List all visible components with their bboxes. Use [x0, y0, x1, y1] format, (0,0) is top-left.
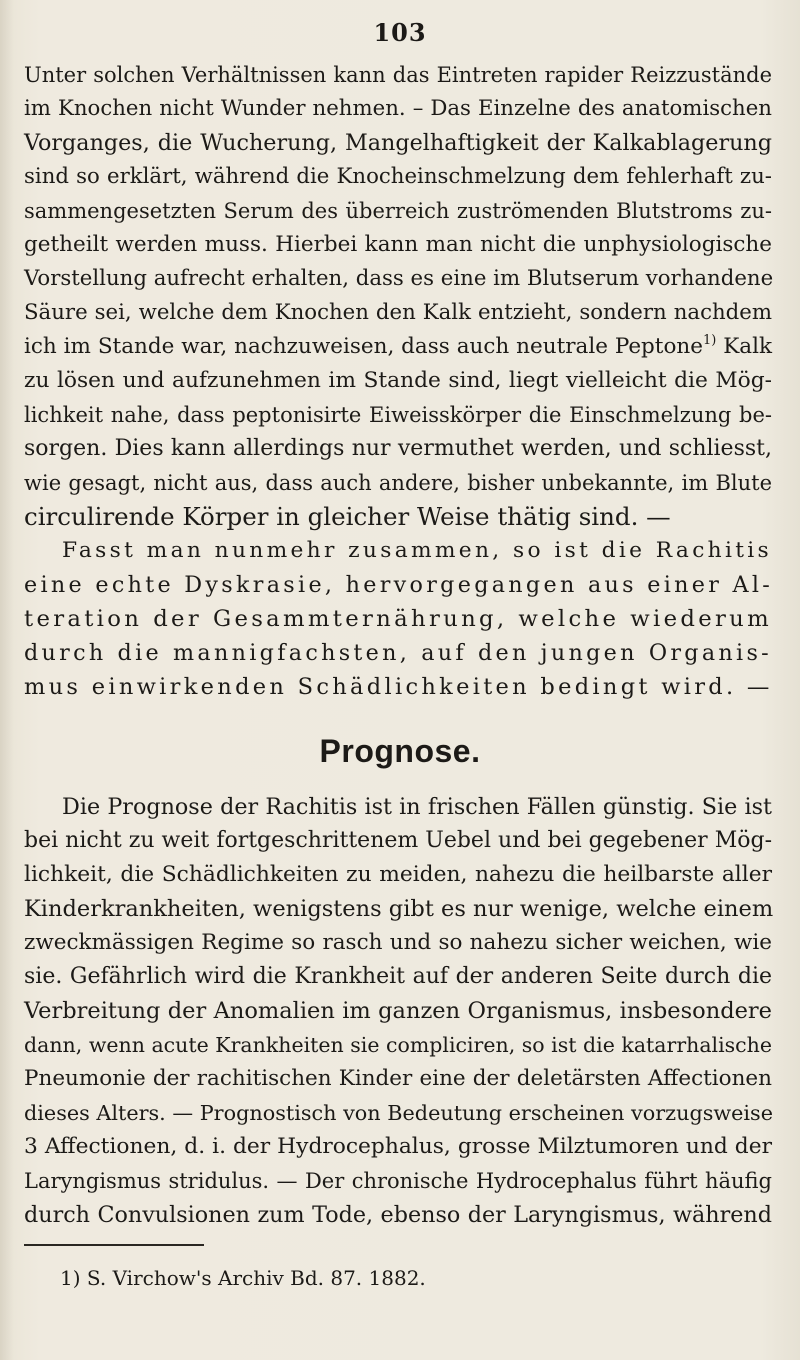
- text-line: lichkeit nahe, dass peptonisirte Eiweisskörper die Einschmelzung be-: [24, 403, 772, 427]
- summary-line: teration der Gesammternährung, welche wiederum: [24, 606, 772, 632]
- summary-line: Fasst man nunmehr zusammen, so ist die Rachitis: [62, 538, 772, 563]
- section-heading: Prognose.: [319, 733, 481, 769]
- text-line: Die Prognose der Rachitis ist in frischen Fällen günstig. Sie ist: [62, 794, 772, 820]
- text-line: Verbreitung der Anomalien im ganzen Organismus, insbesondere: [24, 998, 772, 1024]
- text-line: zu lösen und aufzunehmen im Stande sind, liegt vielleicht die Mög-: [24, 368, 772, 393]
- text-line-with-footnote: [24, 330, 772, 364]
- text-line: dann, wenn acute Krankheiten sie compliciren, so ist die katarrhalische: [24, 1033, 772, 1057]
- text-line: Säure sei, welche dem Knochen den Kalk entzieht, sondern nachdem: [24, 300, 772, 325]
- text-line: im Knochen nicht Wunder nehmen. – Das Einzelne des anatomischen: [24, 96, 772, 121]
- text-line: sind so erklärt, während die Knocheinschmelzung dem fehlerhaft zu-: [24, 164, 772, 189]
- footnote-marker: 1): [702, 333, 717, 348]
- text-line: Unter solchen Verhältnissen kann das Eintreten rapider Reizzustände: [24, 63, 772, 87]
- summary-line: mus einwirkenden Schädlichkeiten bedingt wird. —: [24, 674, 773, 700]
- text-line: 3 Affectionen, d. i. der Hydrocephalus, grosse Milztumoren und der: [24, 1134, 772, 1159]
- paragraph-rachitis-pathogenesis: [24, 58, 772, 704]
- footnote: 1) S. Virchow's Archiv Bd. 87. 1882.: [60, 1266, 426, 1290]
- text-line: zweckmässigen Regime so rasch und so nahezu sicher weichen, wie: [24, 930, 772, 955]
- text-line: sammengesetzten Serum des überreich zuströmenden Blutstroms zu-: [24, 199, 772, 223]
- summary-line: durch die mannigfachsten, auf den jungen Organis-: [24, 640, 772, 666]
- text-line: Vorstellung aufrecht erhalten, dass es eine im Blutserum vorhandene: [24, 266, 774, 291]
- text-line: circulirende Körper in gleicher Weise thätig sind. —: [24, 502, 671, 531]
- text-fragment: ich im Stande war, nachzuweisen, dass auch neutrale Peptone: [24, 334, 703, 359]
- text-line: lichkeit, die Schädlichkeiten zu meiden, nahezu die heilbarste aller: [24, 862, 772, 887]
- text-line: dieses Alters. — Prognostisch von Bedeutung erscheinen vorzugsweise: [24, 1101, 773, 1125]
- footnote-divider: [24, 1244, 204, 1246]
- text-fragment: Kalk: [716, 334, 772, 359]
- text-line: sorgen. Dies kann allerdings nur vermuthet werden, und schliesst,: [24, 436, 772, 461]
- text-line: Laryngismus stridulus. — Der chronische Hydrocephalus führt häufig: [24, 1169, 772, 1193]
- text-line: sie. Gefährlich wird die Krankheit auf der anderen Seite durch die: [24, 964, 772, 989]
- text-line: Pneumonie der rachitischen Kinder eine der deletärsten Affectionen: [24, 1066, 772, 1091]
- text-line: wie gesagt, nicht aus, dass auch andere, bisher unbekannte, im Blute: [24, 471, 772, 495]
- summary-line: eine echte Dyskrasie, hervorgegangen aus einer Al-: [24, 572, 774, 598]
- page-number: 103: [373, 18, 427, 47]
- text-line: Vorganges, die Wucherung, Mangelhaftigkeit der Kalkablagerung: [24, 130, 772, 156]
- text-line: bei nicht zu weit fortgeschrittenem Uebel und bei gegebener Mög-: [24, 828, 772, 853]
- text-line: getheilt werden muss. Hierbei kann man nicht die unphysiologische: [24, 232, 772, 257]
- paragraph-prognose: [24, 790, 772, 1232]
- text-line: durch Convulsionen zum Tode, ebenso der Laryngismus, während: [24, 1202, 772, 1228]
- text-line: Kinderkrankheiten, wenigstens gibt es nur wenige, welche einem: [24, 896, 774, 922]
